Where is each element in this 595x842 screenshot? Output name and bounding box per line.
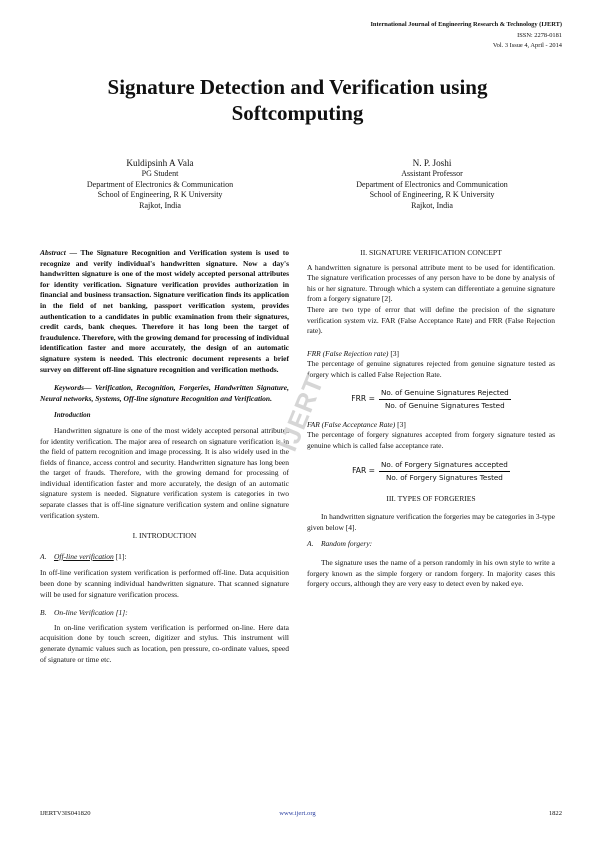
intro-paragraph: Handwritten signature is one of the most widely accepted personal attributes for identity verification. The major area of research on signature verification is in the field of pattern recognition and image processing. It is also widely used in the fields of finance, access control and security. Handwritten signature has long been the target of frauds. Therefore, with the growing demand for processing of individual identification faster and more accurately, the design of an automatic signature system is needed. Signature verification system is categories in two separate classes that is off-line signature verification system and online signature verification system. <box>40 425 289 520</box>
author-city: Rajkot, India <box>411 201 453 211</box>
journal-header <box>370 20 562 52</box>
far-ref: [3] <box>395 419 406 429</box>
frr-fraction <box>379 388 511 412</box>
far-heading <box>307 420 555 431</box>
abstract-text: — The Signature Recognition and Verification system is used to recognize and verify individual's handwritten signature. Now a day's handwritten signature is one of the most widely accepted personal attributes for identity verification. Signature verification provides authorization in financial and business transaction. Signature verification finds its application in the field of net banking, passport verification system, provides authentication to a candidates in public examination from their signatures, credit cards, bank cheques. Therefore it has long been the target of fraudulence. Therefore, with the growing demand for processing of individual identification faster and more accurately, the design of an automatic signature system is needed. This electronic document represents a brief survey on different off-line signature recognition and verification methods. <box>40 248 289 374</box>
author-dept: Department of Electronics and Communication <box>356 179 508 189</box>
offline-verification-text: In off-line verification system verification is performed off-line. Data acquisition been done by scanning individual handwritten signature. That scanned signature will be used for signature verification process. <box>40 568 289 599</box>
section-2-para-1: A handwritten signature is personal attribute ment to be used for identification. The signature verification processes of any person have to be done by analysis of his or her signature. Through which a system can differentiate a genuine signature from a forgery signature [2]. <box>307 262 555 304</box>
author-name: Kuldipsinh A Vala <box>126 158 194 168</box>
author-name: N. P. Joshi <box>412 158 452 168</box>
far-formula <box>307 460 555 484</box>
title-line-2: Softcomputing <box>231 101 364 125</box>
footer-page-number: 1822 <box>548 810 562 817</box>
paper-title <box>40 74 555 126</box>
author-city: Rajkot, India <box>139 201 181 211</box>
far-title: FAR (False Acceptance Rate) <box>307 419 396 429</box>
section-1-heading: I. INTRODUCTION <box>132 531 197 541</box>
left-column <box>40 248 289 665</box>
footer-paper-id: IJERTV3IS041820 <box>40 810 91 817</box>
random-forgery-text: The signature uses the name of a person randomly in his own style to write a forgery known as the simple forgery or random forgery. In majority cases this forgery occurs, although they are very easy to detect even by naked eye. <box>307 558 555 589</box>
author-school: School of Engineering, R K University <box>97 190 223 200</box>
volume-issue: Vol. 3 Issue 4, April - 2014 <box>492 42 562 50</box>
section-2-para-2: There are two type of error that will define the precision of the signature verification system viz. FAR (False Acceptance Rate) and FRR (False Rejection rate). <box>307 304 555 336</box>
author-role: PG Student <box>141 169 179 178</box>
frr-denominator: No. of Genuine Signatures Tested <box>385 401 505 411</box>
subsection-ref: [1]: <box>113 551 127 561</box>
author-1 <box>40 157 280 212</box>
issn: ISSN: 2278-0181 <box>517 31 562 39</box>
subsection-b-heading <box>40 608 289 619</box>
far-numerator: No. of Forgery Signatures accepted <box>379 460 510 473</box>
subsection-title: On-line Verification [1]: <box>53 608 128 618</box>
author-role: Assistant Professor <box>401 169 463 178</box>
subsection-random-heading <box>307 539 555 550</box>
right-column <box>307 248 555 590</box>
far-denominator: No. of Forgery Signatures Tested <box>386 473 503 483</box>
frr-ref: [3] <box>388 348 400 358</box>
far-text: The percentage of forgery signatures accepted from forgery signature tested as genuine which is called false acceptance rate. <box>307 430 555 450</box>
ijert-watermark: IJERT <box>272 371 330 456</box>
subsection-title: Random forgery: <box>320 539 373 549</box>
abstract-label: Abstract <box>40 248 66 257</box>
section-3-heading: III. TYPES OF FORGERIES <box>386 493 476 503</box>
footer-website-link[interactable]: www.ijert.org <box>279 810 316 817</box>
subsection-label: A. <box>40 551 47 561</box>
title-line-1: Signature Detection and Verification using <box>107 75 488 99</box>
abstract <box>40 248 289 375</box>
subsection-title: Off-line verification <box>53 551 114 561</box>
frr-lhs: FRR = <box>351 394 375 404</box>
section-3-para: In handwritten signature verification the forgeries may be categories in 3-type given below [4]. <box>307 512 555 532</box>
subsection-a-heading <box>40 552 289 563</box>
subsection-label: A. <box>307 539 314 549</box>
frr-title: FRR (False Rejection rate) <box>307 348 389 358</box>
far-fraction <box>379 460 510 484</box>
section-2-heading: II. SIGNATURE VERIFICATION CONCEPT <box>360 248 502 257</box>
frr-heading <box>307 349 555 360</box>
frr-text: The percentage of genuine signatures rejected from genuine signature tested as forgery which is called False Rejection Rate. <box>307 359 555 379</box>
frr-numerator: No. of Genuine Signatures Rejected <box>379 388 511 401</box>
frr-formula <box>307 388 555 412</box>
author-2 <box>312 157 552 212</box>
author-school: School of Engineering, R K University <box>369 190 495 200</box>
subsection-label: B. <box>40 608 47 618</box>
online-verification-text: In on-line verification system verification is performed on-line. Here data acquisition done by touch screen, digitizer and stylus. This instrument will generate dynamic values such as location, pen pressure, co-ordinate values, speed of signature or time etc. <box>40 622 289 664</box>
author-dept: Department of Electronics & Communication <box>86 179 234 189</box>
far-lhs: FAR = <box>352 466 376 476</box>
intro-subheading: Introduction <box>54 411 91 420</box>
keywords: Keywords— Verification, Recognition, Forgeries, Handwritten Signature, Neural networks, Systems, Off-line signature Recognition and Verification. <box>40 383 289 403</box>
journal-name: International Journal of Engineering Research & Technology (IJERT) <box>370 21 562 28</box>
